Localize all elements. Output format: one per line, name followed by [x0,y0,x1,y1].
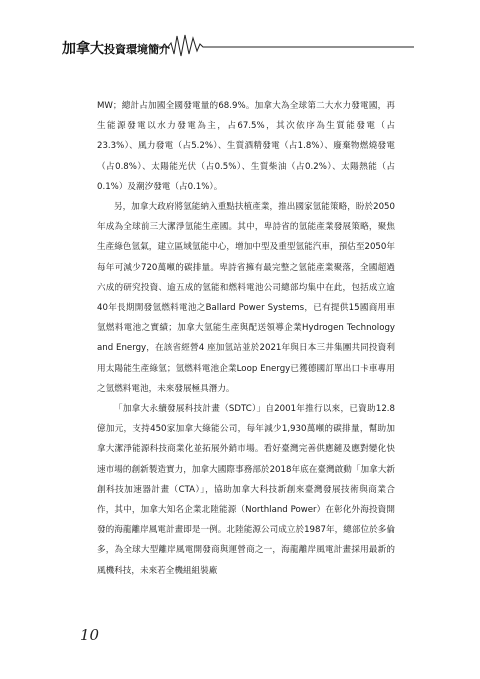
page-number: 10 [80,626,100,644]
paragraph-3: 「加拿大永續發展科技計畫（SDTC）」自2001年推行以來，已資助12.8億加元，支持450家加拿大綠能公司，每年減少1,930萬噸的碳排量，幫助加拿大潔淨能源科技商業化並拓展外銷市場。看好臺灣完善供應鏈及應對變化快速市場的創新製造實力，加拿大國際事務部於2018年底在臺灣啟動「加拿大新創科技加速器計畫（CTA）」，協助加拿大科技新創來臺灣發展技術與商業合作，其中，加拿大知名企業北陸能源（Northland Power）在彰化外海投資開發的海龍離岸風電計畫即是一例。北陸能源公司成立於1987年，總部位於多倫多，為全球大型離岸風電開發商與運營商之一，海龍離岸風電計畫採用最新的風機科技，未來若全機組組裝廠 [97,404,395,576]
paragraph-1: MW；總計占加國全國發電量的68.9%。加拿大為全球第二大水力發電國，再生能源發電以水力發電為主，占67.5%，其次依序為生質能發電（占23.3%）、風力發電（占5.2%）、生質酒精發電（占1.8%）、廢棄物燃燒發電（占0.8%）、太陽能光伏（占0.5%）、生質柴油（占0.2%）、太陽熱能（占0.1%）及潮汐發電（占0.1%）。 [97,101,395,192]
body-text [97,96,395,581]
header-wave-line-icon [158,32,414,58]
header-title-main: 加拿大 [62,41,104,57]
header-title [62,38,170,58]
paragraph-2: 另，加拿大政府將氫能納入重點扶植產業，推出國家氫能策略，盼於2050年成為全球前三大潔淨氫能生產國。其中，卑詩省的氫能產業發展策略，聚焦生產綠色氫氣，建立區域氫能中心，增加中型及重型氫能汽車，預估至2050年每年可減少720萬噸的碳排量。卑詩省擁有最完整之氫能產業聚落，全國超過六成的研究投資、逾五成的氫能和燃料電池公司總部均集中在此，包括成立逾40年長期開發氫燃料電池之Ballard Power Systems，已有提供15國商用車氫燃料電池之實績；加拿大氫能生產與配送領導企業Hydrogen Technology and Energy，在該省經營4 座加氫站並於2021年與日本三井集團共同投資利用太陽能生產綠氫；氫燃料電池企業Loop Energy已獲德國訂單出口卡車專用之氫燃料電池，未來發展極具潛力。 [97,202,395,394]
header-title-sub: 投資環境簡介 [104,43,170,56]
running-header [62,32,414,58]
